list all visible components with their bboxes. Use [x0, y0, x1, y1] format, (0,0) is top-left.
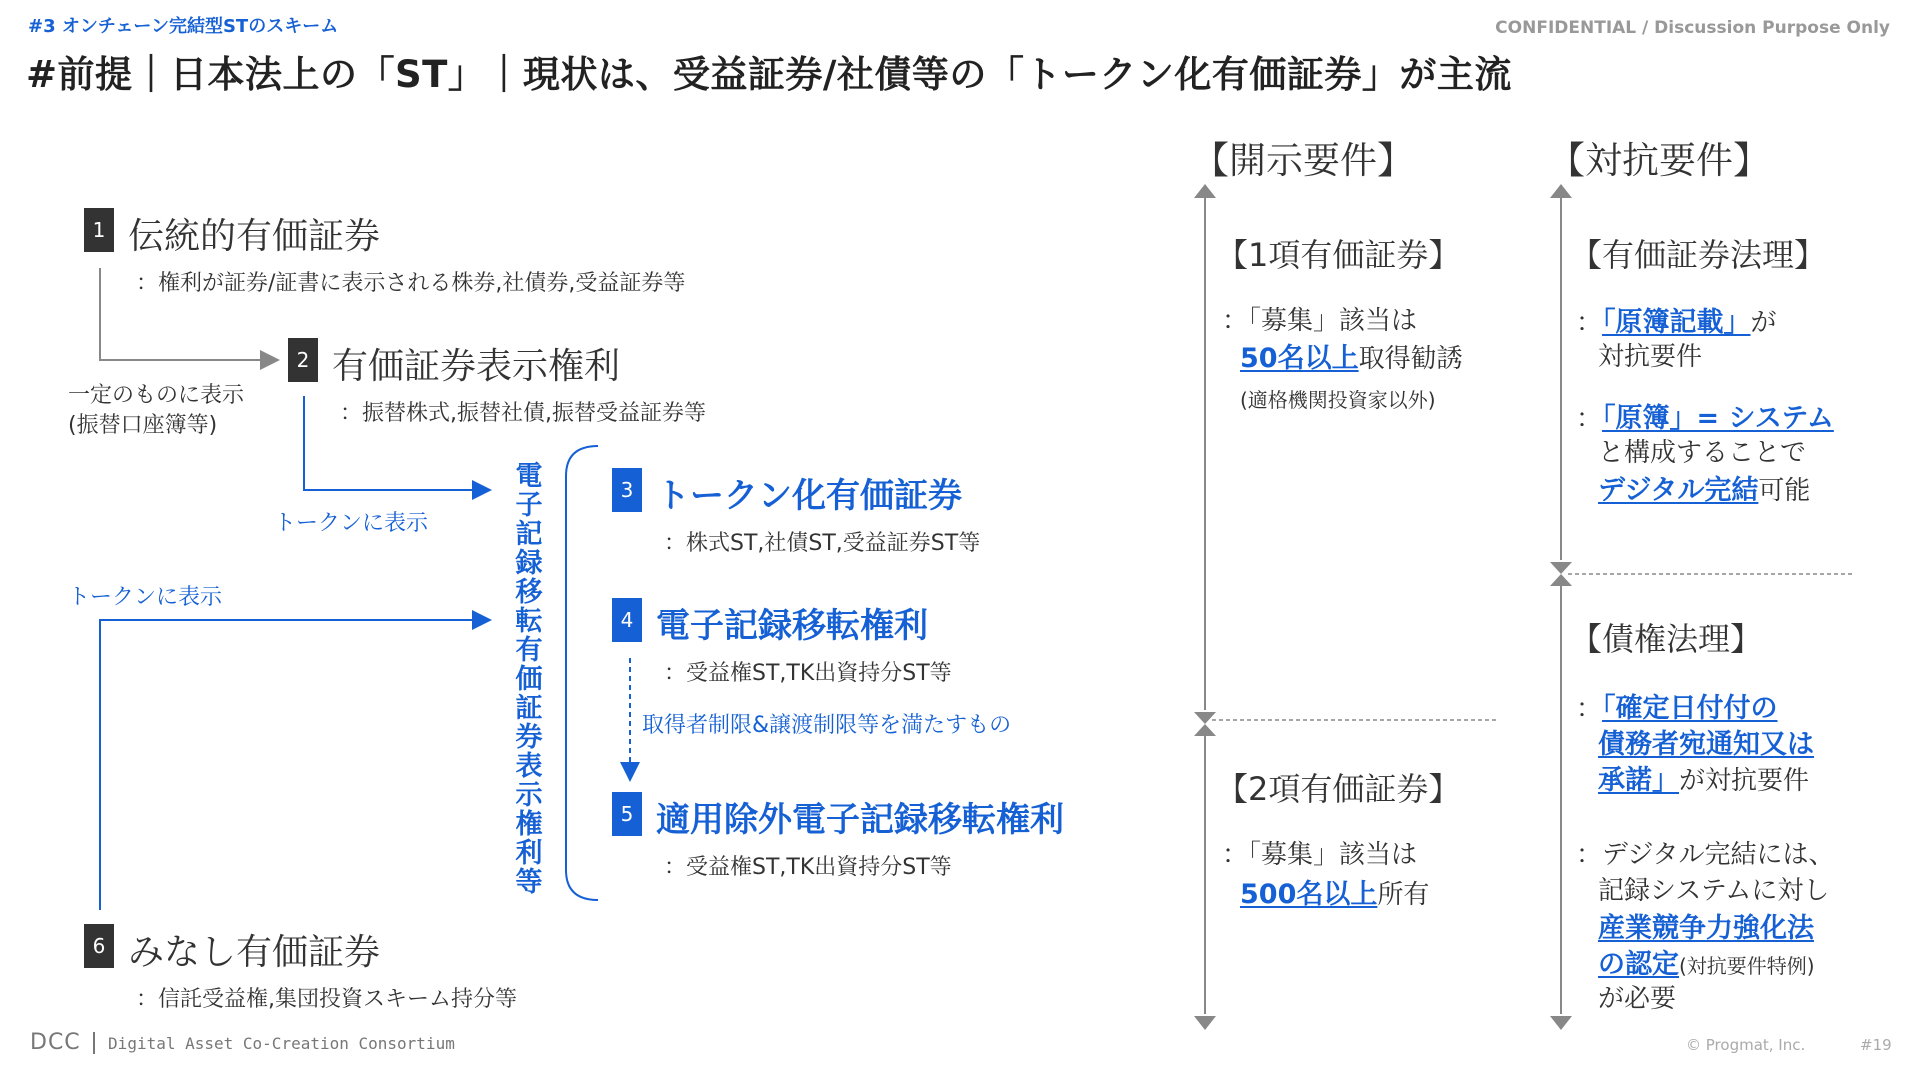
opposition-p3-hl2: 債務者宛通知又は: [1598, 729, 1814, 760]
opposition-p2-after: 可能: [1758, 476, 1811, 506]
opposition-p2-line2: と構成することで: [1598, 438, 1807, 468]
disclosure-sec1-title: 【1項有価証券】: [1216, 236, 1461, 274]
opposition-arrow-mid-down: [1550, 562, 1572, 574]
footer-copyright: © Progmat, Inc.: [1686, 1036, 1806, 1054]
opposition-arrow-top: [1550, 184, 1572, 198]
vertical-label: 電子記録移転有価証券表示権利等: [515, 461, 543, 898]
item-2-title: 有価証券表示権利: [332, 346, 621, 387]
opposition-p3-after: が対抗要件: [1679, 766, 1810, 796]
opposition-p3-line1: [1576, 686, 1778, 725]
disclosure-sec2-title: 【2項有価証券】: [1216, 770, 1461, 808]
opposition-p2-colon: ：: [1576, 404, 1603, 434]
opposition-p4-line5: が必要: [1598, 984, 1677, 1014]
item-4-title: 電子記録移転権利: [656, 606, 928, 646]
note-fixed-2: (振替口座簿等): [68, 413, 218, 438]
disclosure-heading: 【開示要件】: [1192, 139, 1414, 182]
opposition-sec1-title: 【有価証券法理】: [1570, 236, 1827, 274]
item-6-sub: ：信託受益権,集団投資スキーム持分等: [136, 987, 517, 1012]
disclosure-sec2-highlight: 500名以上: [1240, 879, 1378, 910]
opposition-p1-line2: 対抗要件: [1598, 342, 1703, 372]
disclosure-sec2-suffix: 所有: [1377, 880, 1430, 910]
disclosure-sec1-highlight: 50名以上: [1240, 343, 1359, 374]
opposition-p4-hl1: 産業競争力強化法: [1598, 913, 1814, 944]
opposition-p4-line1: ：デジタル完結には、: [1576, 840, 1835, 870]
disclosure-sec2-prefix: ：「募集」該当は: [1222, 840, 1418, 870]
footer-logo-name: Digital Asset Co-Creation Consortium: [108, 1034, 455, 1053]
item-1-badge: 1: [84, 208, 114, 252]
connector-6-4: [100, 620, 488, 910]
item-1-title: 伝統的有価証券: [128, 216, 381, 257]
page-title: #前提｜日本法上の「ST」｜現状は、受益証券/社債等の「トークン化有価証券」が主流: [26, 53, 1512, 96]
item-3-badge: 3: [612, 468, 642, 512]
item-6-title: みなし有価証券: [128, 932, 381, 973]
opposition-arrow-bottom: [1550, 1016, 1572, 1030]
note-token-2: トークンに表示: [68, 585, 223, 610]
opposition-p2-line1: [1576, 396, 1834, 435]
opposition-heading: 【対抗要件】: [1548, 139, 1770, 182]
opposition-p2-highlight2: デジタル完結: [1598, 475, 1759, 506]
opposition-p3-hl3: 承諾」: [1598, 765, 1679, 796]
item-3-title: トークン化有価証券: [656, 476, 962, 516]
item-2-sub: ：振替株式,振替社債,振替受益証券等: [340, 401, 706, 426]
footer-logo-divider: [93, 1032, 95, 1054]
disclosure-arrow-top: [1194, 184, 1216, 198]
group-bracket: [566, 446, 598, 900]
footer-logo-short: DCC: [30, 1030, 81, 1055]
disclosure-arrow-mid-up: [1194, 724, 1216, 736]
note-token-1: トークンに表示: [274, 511, 429, 536]
disclosure-arrow-mid-down: [1194, 712, 1216, 724]
section-tag: #3 オンチェーン完結型STのスキーム: [28, 16, 339, 37]
item-5-badge: 5: [612, 792, 642, 836]
opposition-p3-colon: ：: [1576, 694, 1603, 724]
opposition-p3-line3: [1598, 758, 1809, 797]
footer-page-number: #19: [1860, 1036, 1892, 1054]
opposition-arrow-mid-up: [1550, 574, 1572, 586]
item-6-badge: 6: [84, 924, 114, 968]
item-5-sub: ：受益権ST,TK出資持分ST等: [664, 855, 952, 880]
item-4-badge: 4: [612, 598, 642, 642]
opposition-p4-line2: 記録システムに対し: [1598, 876, 1830, 906]
confidential-label: CONFIDENTIAL / Discussion Purpose Only: [1495, 18, 1890, 38]
disclosure-arrow-bottom: [1194, 1016, 1216, 1030]
opposition-p2-line3: [1598, 468, 1810, 507]
opposition-p1-line1: [1576, 300, 1777, 339]
item-3-sub: ：株式ST,社債ST,受益証券ST等: [664, 531, 981, 556]
opposition-p1-after: が: [1750, 308, 1777, 338]
opposition-p2-highlight: 「原簿」= システム: [1602, 403, 1834, 434]
footer-logo: [30, 1030, 455, 1055]
item-2-badge: 2: [288, 338, 318, 382]
note-restrict: 取得者制限&譲渡制限等を満たすもの: [642, 713, 1012, 738]
opposition-sec2-title: 【債権法理】: [1570, 620, 1763, 658]
disclosure-sec1-suffix: 取得勧誘: [1358, 344, 1463, 374]
disclosure-sec2-line: [1240, 872, 1429, 911]
item-1-sub: ：権利が証券/証書に表示される株券,社債券,受益証券等: [136, 271, 686, 296]
disclosure-sec1-prefix: ：「募集」該当は: [1222, 306, 1418, 336]
disclosure-sec1-line: [1240, 336, 1463, 375]
note-fixed-1: 一定のものに表示: [68, 383, 245, 408]
opposition-p4-hl2: の認定: [1598, 949, 1679, 980]
disclosure-sec1-note: (適格機関投資家以外): [1240, 388, 1436, 412]
opposition-p4-note: (対抗要件特例): [1679, 954, 1815, 978]
item-5-title: 適用除外電子記録移転権利: [656, 800, 1064, 840]
opposition-p3-hl1: 「確定日付付の: [1602, 693, 1778, 724]
opposition-p1-colon: ：: [1576, 308, 1603, 338]
opposition-p4-line4: [1598, 942, 1815, 981]
opposition-p1-highlight: 「原簿記載」: [1602, 307, 1751, 338]
item-4-sub: ：受益権ST,TK出資持分ST等: [664, 661, 952, 686]
